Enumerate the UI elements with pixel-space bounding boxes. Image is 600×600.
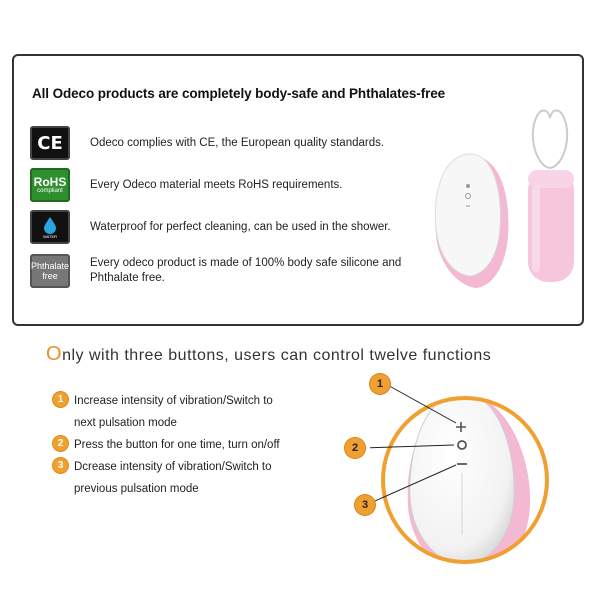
safety-panel xyxy=(12,54,584,326)
ce-icon: CE xyxy=(30,126,70,160)
function-item-1 xyxy=(53,390,313,434)
function-text: Increase intensity of vibration/Switch to xyxy=(74,395,273,407)
cert-row-rohs xyxy=(30,168,410,202)
cert-row-phthalate xyxy=(30,254,410,288)
product-image xyxy=(424,96,584,316)
remote-closeup-image xyxy=(370,365,550,585)
callout-3: 3 xyxy=(355,495,375,515)
remote-control-image xyxy=(435,154,508,288)
cert-text-phthalate: Every odeco product is made of 100% body safe silicone and Phthalate free. xyxy=(90,257,402,284)
number-badge: 1 xyxy=(53,392,68,407)
egg-vibrator-image xyxy=(528,111,574,283)
cert-row-water xyxy=(30,210,410,244)
phthalate-free-icon: Phthalate free xyxy=(30,254,70,288)
rohs-icon: RoHS compliant xyxy=(30,168,70,202)
cert-text-rohs: Every Odeco material meets RoHS requirements. xyxy=(90,178,343,191)
number-badge: 2 xyxy=(53,436,68,451)
function-text: previous pulsation mode xyxy=(74,483,199,495)
cert-text-ce: Odeco complies with CE, the European quality standards. xyxy=(90,136,385,149)
callout-1: 1 xyxy=(370,374,390,394)
function-text: Press the button for one time, turn on/off xyxy=(74,439,280,451)
panel-title: All Odeco products are completely body-safe and Phthalates-free xyxy=(32,86,446,101)
number-badge: 3 xyxy=(53,458,68,473)
cert-text-water: Waterproof for perfect cleaning, can be used in the shower. xyxy=(90,220,391,233)
functions-heading: Only with three buttons, users can control twelve functions xyxy=(46,343,492,365)
cert-row-ce xyxy=(30,126,410,160)
water-drop-icon: WATER xyxy=(30,210,70,244)
function-item-3 xyxy=(53,456,313,500)
function-item-2 xyxy=(53,434,313,456)
function-text: next pulsation mode xyxy=(74,417,177,429)
function-text: Dcrease intensity of vibration/Switch to xyxy=(74,461,272,473)
callout-2: 2 xyxy=(345,438,365,458)
